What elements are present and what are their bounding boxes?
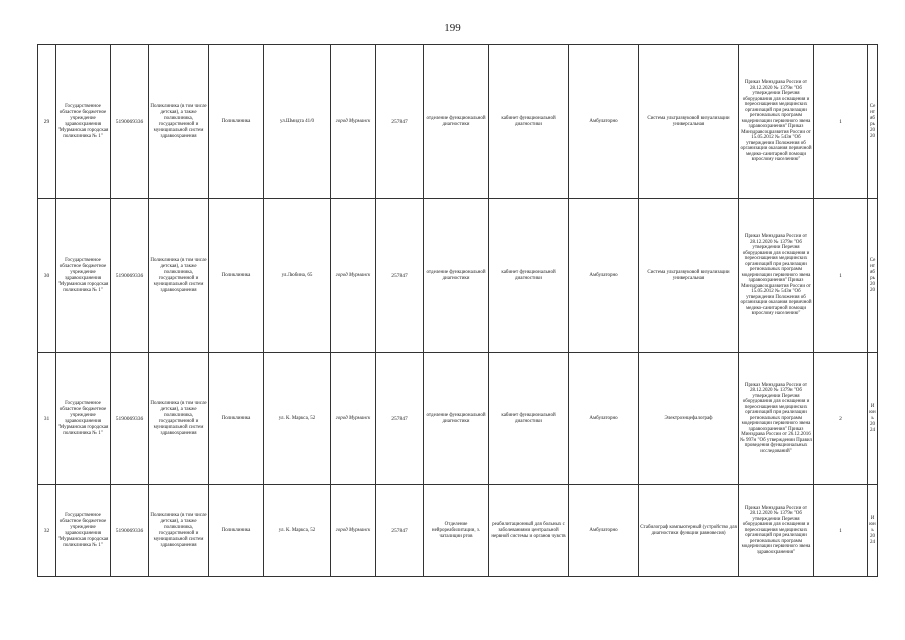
mode-cell: Амбулаторно (569, 485, 639, 577)
address-cell: ул. К. Маркса, 52 (264, 485, 331, 577)
basis-cell: Приказ Минздрава России от 28.12.2020 № 1379н "Об утверждении Перечня оборудования для оснащения и переоснащения медицинских организаций при реализации региональных программ модернизации первичного звена здравоохранения" (739, 485, 814, 577)
quantity-cell: 2 (814, 353, 868, 485)
city-cell: город Мурманск (331, 485, 376, 577)
category-cell: Поликлиника (в том числе детская), а также поликлиника, государственной и муниципальной систем здравоохранения (149, 485, 209, 577)
organization-cell: Государственное областное бюджетное учреждение здравоохранения "Мурманская городская поликлиника № 1" (56, 353, 111, 485)
row-number: 32 (38, 485, 56, 577)
room-cell: кабинет функциональной диагностики (489, 199, 569, 353)
room-cell: кабинет функциональной диагностики (489, 353, 569, 485)
category-cell: Поликлиника (в том числе детская), а также поликлиника, государственной и муниципальной систем здравоохранения (149, 45, 209, 199)
room-cell: кабинет функциональной диагностики (489, 45, 569, 199)
type-cell: Поликлиника (209, 353, 264, 485)
date-cell: Июнь 2024 (868, 485, 878, 577)
table-row (38, 199, 878, 353)
quantity-cell: 1 (814, 485, 868, 577)
department-cell: Отделение нейрореабилитации, з. чаталиции ртов (424, 485, 489, 577)
type-cell: Поликлиника (209, 485, 264, 577)
mode-cell: Амбулаторно (569, 45, 639, 199)
code-cell: 257847 (376, 485, 424, 577)
page-number: 199 (444, 22, 461, 34)
code-cell: 257847 (376, 45, 424, 199)
organization-cell: Государственное областное бюджетное учреждение здравоохранения "Мурманская городская поликлиника № 1" (56, 485, 111, 577)
row-number: 29 (38, 45, 56, 199)
category-cell: Поликлиника (в том числе детская), а также поликлиника, государственной и муниципальной систем здравоохранения (149, 353, 209, 485)
row-number: 31 (38, 353, 56, 485)
room-cell: реабилитационный для больных с заболеваниями центральной нервной системы и органов чувств (489, 485, 569, 577)
equipment-cell: Электроэнцефалограф (639, 353, 739, 485)
type-cell: Поликлиника (209, 199, 264, 353)
inn-cell: 5190069336 (111, 353, 149, 485)
row-number: 30 (38, 199, 56, 353)
address-cell: ул. К. Маркса, 52 (264, 353, 331, 485)
date-cell: Сентябрь 2020 (868, 45, 878, 199)
code-cell: 257847 (376, 199, 424, 353)
department-cell: отделение функциональной диагностики (424, 353, 489, 485)
inn-cell: 5190069336 (111, 485, 149, 577)
city-cell: город Мурманск (331, 199, 376, 353)
basis-cell: Приказ Минздрава России от 28.12.2020 № 1379н "Об утверждении Перечня оборудования для оснащения и переоснащения медицинских организаций при реализации региональных программ модернизации первичного звена здравоохранения" Приказ Минздравсоцразвития России от 15.05.2012 № 543н "Об утверждении Положения об организации оказания первичной медико-санитарной помощи взрослому населению" (739, 199, 814, 353)
city-cell: город Мурманск (331, 45, 376, 199)
city-cell: город Мурманск (331, 353, 376, 485)
table-row (38, 353, 878, 485)
quantity-cell: 1 (814, 45, 868, 199)
organization-cell: Государственное областное бюджетное учреждение здравоохранения "Мурманская городская поликлиника № 1" (56, 199, 111, 353)
basis-cell: Приказ Минздрава России от 28.12.2020 № 1379н "Об утверждении Перечня оборудования для оснащения и переоснащения медицинских организаций при реализации региональных программ модернизации первичного звена здравоохранения" Приказ Минздрава России от 26.12.2016 № 997н "Об утверждении Правил проведения функциональных исследований" (739, 353, 814, 485)
equipment-cell: Система ультразвуковой визуализации универсальная (639, 199, 739, 353)
table-row (38, 485, 878, 577)
mode-cell: Амбулаторно (569, 199, 639, 353)
date-cell: Июнь 2024 (868, 353, 878, 485)
department-cell: отделение функциональной диагностики (424, 45, 489, 199)
equipment-table (37, 44, 878, 577)
address-cell: ул.Шмидта 41/0 (264, 45, 331, 199)
basis-cell: Приказ Минздрава России от 28.12.2020 № 1379н "Об утверждении Перечня оборудования для оснащения и переоснащения медицинских организаций при реализации региональных программ модернизации первичного звена здравоохранения" Приказ Минздравсоцразвития России от 15.05.2012 № 543н "Об утверждении Положения об организации оказания первичной медико-санитарной помощи взрослому населению" (739, 45, 814, 199)
inn-cell: 5190069336 (111, 45, 149, 199)
department-cell: отделение функциональной диагностики (424, 199, 489, 353)
code-cell: 257847 (376, 353, 424, 485)
category-cell: Поликлиника (в том числе детская), а также поликлиника, государственной и муниципальной систем здравоохранения (149, 199, 209, 353)
address-cell: ул.Любина, 65 (264, 199, 331, 353)
inn-cell: 5190069336 (111, 199, 149, 353)
organization-cell: Государственное областное бюджетное учреждение здравоохранения "Мурманская городская поликлиника № 1" (56, 45, 111, 199)
date-cell: Сентябрь 2020 (868, 199, 878, 353)
equipment-cell: Система ультразвуковой визуализации универсальная (639, 45, 739, 199)
table-row (38, 45, 878, 199)
equipment-cell: Стабилограф компьютерный (устройство для диагностики функции равновесия) (639, 485, 739, 577)
quantity-cell: 1 (814, 199, 868, 353)
mode-cell: Амбулаторно (569, 353, 639, 485)
type-cell: Поликлиника (209, 45, 264, 199)
